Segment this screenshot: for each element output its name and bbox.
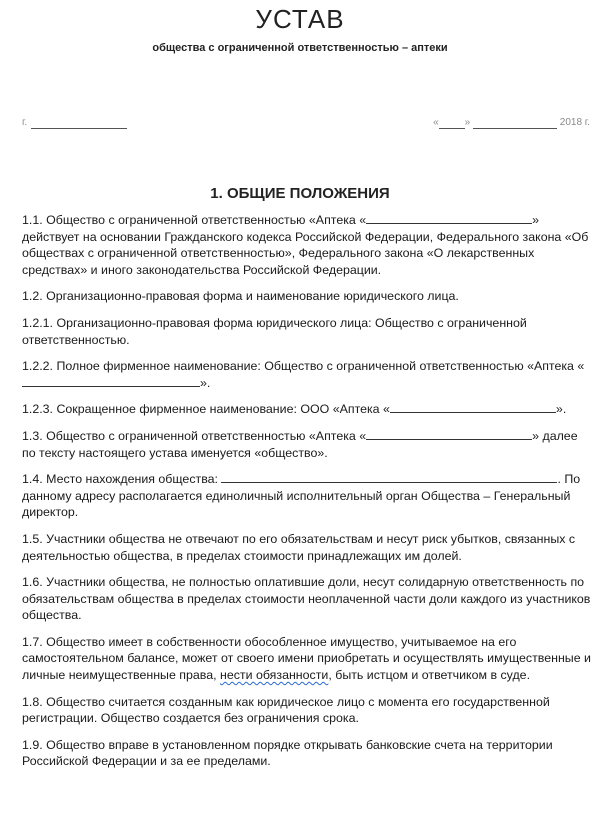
name-blank	[22, 375, 200, 387]
day-blank	[439, 117, 465, 129]
paragraph-1-2-3	[22, 401, 594, 418]
document-title: УСТАВ	[255, 4, 345, 34]
paragraph-text: ».	[200, 375, 211, 390]
document-body	[22, 212, 594, 780]
paragraph-text: ».	[555, 402, 567, 417]
paragraph-1-4	[22, 471, 594, 521]
name-blank	[390, 401, 556, 413]
paragraph-1-3	[22, 428, 594, 461]
paragraph-1-7	[22, 634, 594, 684]
city-prefix: г.	[22, 117, 28, 128]
paragraph-text: 1.3. Общество с ограниченной ответственностью «Аптека «	[22, 428, 367, 443]
date-field	[433, 117, 590, 129]
paragraph-text: 1.2.2. Полное фирменное наименование: Общество с ограниченной ответственностью «Аптека «	[22, 359, 585, 374]
name-blank	[366, 428, 532, 440]
paragraph-1-2-1: 1.2.1. Организационно-правовая форма юридического лица: Общество с ограниченной ответственностью.	[22, 315, 527, 347]
paragraph-text: » далее по тексту настоящего устава именуется «общество».	[22, 428, 578, 460]
paragraph-text: 1.1. Общество с ограниченной ответственностью «Аптека «	[22, 213, 367, 227]
city-blank	[31, 117, 127, 129]
paragraph-text: 1.7. Общество имеет в собственности обособленное имущество, учитываемое на его самостоятельном балансе, может от своего имени приобретать и осуществлять имущественные и личные неимущественные права,	[22, 634, 591, 683]
paragraph-1-6: 1.6. Участники общества, не полностью оплатившие доли, несут солидарную ответственность по обязательствам общества в пределах стоимости неоплаченной части доли каждого из участников общества.	[22, 575, 591, 623]
paragraph-1-5: 1.5. Участники общества не отвечают по его обязательствам и несут риск убытков, связанных с деятельностью общества, в пределах стоимости принадлежащих им долей.	[22, 531, 576, 563]
document-subtitle: общества с ограниченной ответственностью – аптеки	[152, 42, 448, 54]
month-blank	[473, 117, 557, 129]
paragraph-text: , быть истцом и ответчиком в суде.	[328, 668, 531, 683]
date-close-quote: »	[464, 117, 471, 128]
date-year: 2018 г.	[559, 117, 590, 128]
paragraph-text: » действует на основании Гражданского кодекса Российской Федерации, Федерального закона «Об обществах с ограниченной ответственностью», Федерального закона «О лекарственных средствах» и иного законодательства Российской Федерации.	[22, 213, 589, 277]
address-blank	[221, 471, 557, 483]
paragraph-1-2-2	[22, 358, 594, 391]
paragraph-text: 1.2.3. Сокращенное фирменное наименование: ООО «Аптека «	[22, 402, 390, 417]
spellcheck-underlined-text: нести обязанности	[220, 668, 329, 683]
paragraph-1-8: 1.8. Общество считается созданным как юридическое лицо с момента его государственной регистрации. Общество создается без ограничения срока.	[22, 694, 550, 726]
date-open-quote: «	[433, 117, 439, 128]
section-title: 1. ОБЩИЕ ПОЛОЖЕНИЯ	[210, 185, 390, 202]
paragraph-1-9: 1.9. Общество вправе в установленном порядке открывать банковские счета на территории Российской Федерации и за ее пределами.	[22, 737, 553, 769]
paragraph-text: 1.4. Место нахождения общества:	[22, 472, 218, 487]
name-blank	[366, 212, 532, 224]
paragraph-text: . По данному адресу располагается единоличный исполнительный орган Общества – Генеральный директор.	[22, 472, 581, 520]
city-field	[22, 117, 127, 129]
paragraph-1-2: 1.2. Организационно-правовая форма и наименование юридического лица.	[22, 289, 459, 304]
paragraph-1-1	[22, 212, 594, 278]
